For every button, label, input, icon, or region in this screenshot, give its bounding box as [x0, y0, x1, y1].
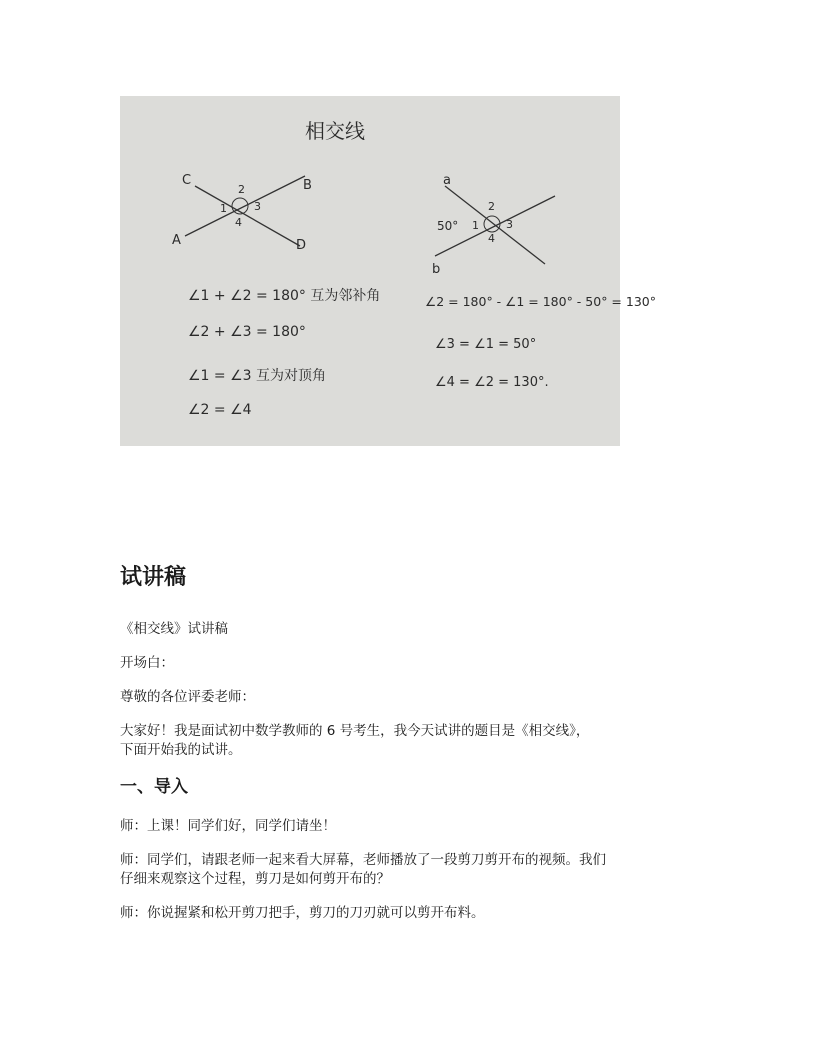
paragraph-2 [120, 851, 700, 889]
angle-50-label: 50° [437, 219, 459, 233]
angle-3-left: 3 [254, 200, 261, 213]
paragraph-2-line-2: 仔细来观察这个过程，剪刀是如何剪开布的？ [120, 871, 390, 887]
angle-1-right: 1 [472, 219, 479, 232]
left-equation-2: ∠2 + ∠3 = 180° [188, 324, 306, 340]
angle-3-right: 3 [506, 218, 513, 231]
angle-2-right: 2 [488, 200, 495, 213]
label-d: D [296, 238, 307, 253]
document-heading: 试讲稿 [120, 565, 187, 590]
intro-paragraph [120, 722, 700, 760]
document-body [120, 562, 700, 938]
paragraph-3: 师：你说握紧和松开剪刀把手，剪刀的刀刃就可以剪开布料。 [120, 905, 485, 921]
right-equation-2: ∠3 = ∠1 = 50° [435, 337, 537, 352]
label-b-lower: b [432, 262, 441, 277]
left-equation-1: ∠1 + ∠2 = 180° 互为邻补角 [188, 288, 381, 304]
photo-title: 相交线 [305, 119, 365, 143]
label-b: B [303, 178, 312, 193]
left-equation-3: ∠1 = ∠3 互为对顶角 [188, 368, 326, 384]
right-equation-1: ∠2 = 180° - ∠1 = 180° - 50° = 130° [425, 294, 656, 309]
right-equation-3: ∠4 = ∠2 = 130°. [435, 375, 549, 390]
angle-2-left: 2 [238, 183, 245, 196]
paragraph-1: 师：上课！同学们好，同学们请坐！ [120, 818, 336, 834]
left-equation-4: ∠2 = ∠4 [188, 402, 252, 418]
label-a-lower: a [443, 173, 451, 188]
label-c: C [182, 173, 192, 188]
intro-line-1: 大家好！我是面试初中数学教师的 6 号考生，我今天试讲的题目是《相交线》， [120, 723, 590, 739]
angle-4-right: 4 [488, 232, 495, 245]
document-subtitle: 《相交线》试讲稿 [120, 621, 228, 637]
angle-4-left: 4 [235, 216, 242, 229]
intro-line-2: 下面开始我的试讲。 [120, 742, 242, 758]
paragraph-2-line-1: 师：同学们，请跟老师一起来看大屏幕，老师播放了一段剪刀剪开布的视频。我们 [120, 852, 606, 868]
label-a: A [172, 233, 181, 248]
opening-label: 开场白： [120, 655, 174, 671]
angle-1-left: 1 [220, 202, 227, 215]
section-heading-intro: 一、导入 [120, 777, 188, 797]
notes-drawing [120, 96, 656, 446]
greeting-paragraph: 尊敬的各位评委老师： [120, 689, 255, 705]
handwritten-notes-photo [120, 96, 656, 446]
